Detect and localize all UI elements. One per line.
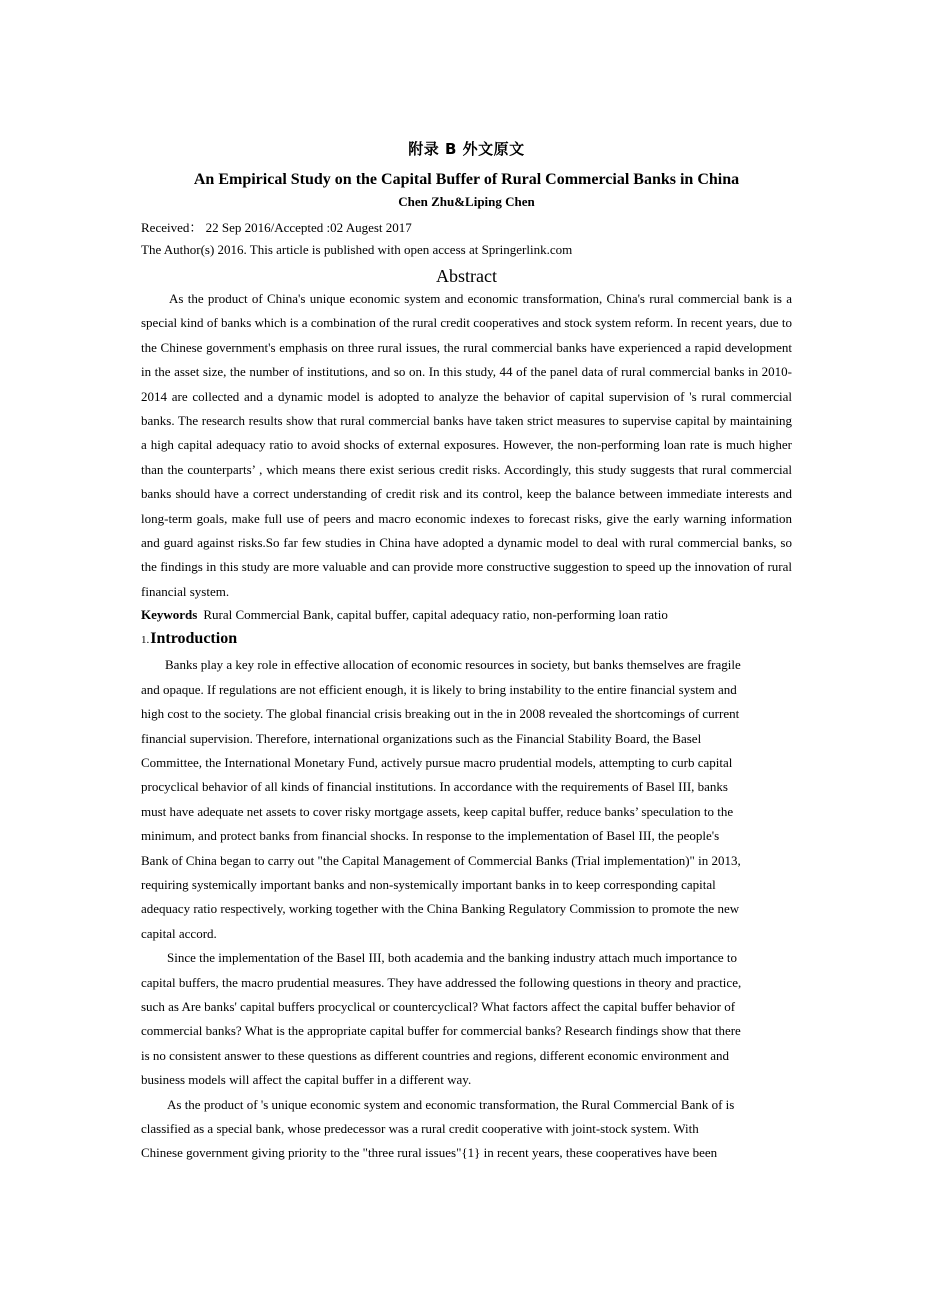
intro-line: and opaque. If regulations are not efficient enough, it is likely to bring instability to the entire financial system and: [141, 681, 737, 697]
intro-line: procyclical behavior of all kinds of financial institutions. In accordance with the requirements of Basel III, banks: [141, 779, 728, 795]
paper-page: [141, 138, 792, 1166]
paper-title: An Empirical Study on the Capital Buffer of Rural Commercial Banks in China: [193, 171, 740, 188]
keywords-label: Keywords: [141, 607, 198, 623]
intro-line: business models will affect the capital buffer in a different way.: [141, 1072, 472, 1088]
introduction-heading: [141, 626, 792, 653]
intro-line: Chinese government giving priority to the "three rural issues"{1} in recent years, these cooperatives have been: [141, 1145, 718, 1161]
intro-line: Bank of China began to carry out "the Capital Management of Commercial Banks (Trial implementation)" in 2013,: [141, 852, 741, 868]
intro-line: adequacy ratio respectively, working together with the China Banking Regulatory Commission to promote the new: [141, 901, 740, 917]
section-title: Introduction: [150, 630, 238, 648]
intro-line: commercial banks? What is the appropriate capital buffer for commercial banks? Research findings show that there: [141, 1023, 741, 1039]
intro-line: capital accord.: [141, 925, 217, 941]
appendix-title: 附录 B 外文原文: [408, 140, 525, 158]
intro-paragraph-1: [141, 653, 792, 946]
intro-line: minimum, and protect banks from financial shocks. In response to the implementation of Basel III, the people's: [141, 828, 720, 844]
intro-paragraph-2: [141, 946, 792, 1092]
intro-line: Banks play a key role in effective allocation of economic resources in society, but banks themselves are fragile: [165, 657, 741, 673]
intro-line: must have adequate net assets to cover risky mortgage assets, keep capital buffer, reduce banks’ speculation to the: [141, 803, 734, 819]
intro-line: As the product of 's unique economic system and economic transformation, the Rural Commercial Bank of is: [167, 1096, 735, 1112]
intro-line: requiring systemically important banks and non-systemically important banks in to keep corresponding capital: [141, 876, 716, 892]
abstract-text: As the product of China's unique economic system and economic transformation, China's rural commercial bank is a special kind of banks which is a combination of the rural credit cooperatives and stock system reform. In recent years, due to the Chinese government's emphasis on three rural issues, the rural commercial banks have experienced a rapid development in the asset size, the number of institutions, and so on. In this study, 44 of the panel data of rural commercial banks in 2010-2014 are collected and a dynamic model is adopted to analyze the behavior of capital supervision of 's rural commercial banks. The research results show that rural commercial banks have taken strict measures to supervise capital by maintaining a high capital adequacy ratio to avoid shocks of external exposures. However, the non-performing loan rate is much higher than the counterparts’ , which means there exist serious credit risks. Accordingly, this study suggests that rural commercial banks should have a correct understanding of credit risk and its control, keep the balance between immediate interests and long-term goals, make full use of peers and macro economic indexes to forecast risks, give the early warning information and guard against risks.So far few studies in China have adopted a dynamic model to deal with rural commercial banks, so the findings in this study are more valuable and can provide more constructive suggestion to speed up the innovation of rural financial system.: [141, 291, 792, 599]
intro-line: financial supervision. Therefore, international organizations such as the Financial Stability Board, the Basel: [141, 730, 702, 746]
authors: Chen Zhu&Liping Chen: [398, 194, 535, 209]
introduction-body: [141, 653, 792, 1166]
intro-line: high cost to the society. The global financial crisis breaking out in the in 2008 revealed the shortcomings of current: [141, 706, 740, 722]
received-line: Received： 22 Sep 2016/Accepted :02 Augest 2017: [141, 220, 412, 235]
intro-line: is no consistent answer to these questions as different countries and regions, different economic environment and: [141, 1047, 729, 1063]
intro-line: classified as a special bank, whose predecessor was a rural credit cooperative with joint-stock system. With: [141, 1121, 699, 1136]
intro-line: such as Are banks' capital buffers procyclical or countercyclical? What factors affect the capital buffer behavior of: [141, 998, 736, 1014]
intro-line: Committee, the International Monetary Fund, actively pursue macro prudential models, attempting to curb capital: [141, 754, 733, 770]
section-number: 1.: [141, 634, 150, 647]
intro-line: capital buffers, the macro prudential measures. They have addressed the following questions in theory and practice,: [141, 974, 742, 990]
abstract-heading: Abstract: [436, 266, 497, 286]
copyright-line: The Author(s) 2016. This article is published with open access at Springerlink.com: [141, 242, 573, 257]
intro-line: Since the implementation of the Basel III, both academia and the banking industry attach much importance to: [167, 950, 738, 966]
keywords-line: [141, 604, 792, 626]
keywords-text: Rural Commercial Bank, capital buffer, capital adequacy ratio, non-performing loan ratio: [203, 607, 668, 623]
intro-paragraph-3: [141, 1093, 792, 1166]
